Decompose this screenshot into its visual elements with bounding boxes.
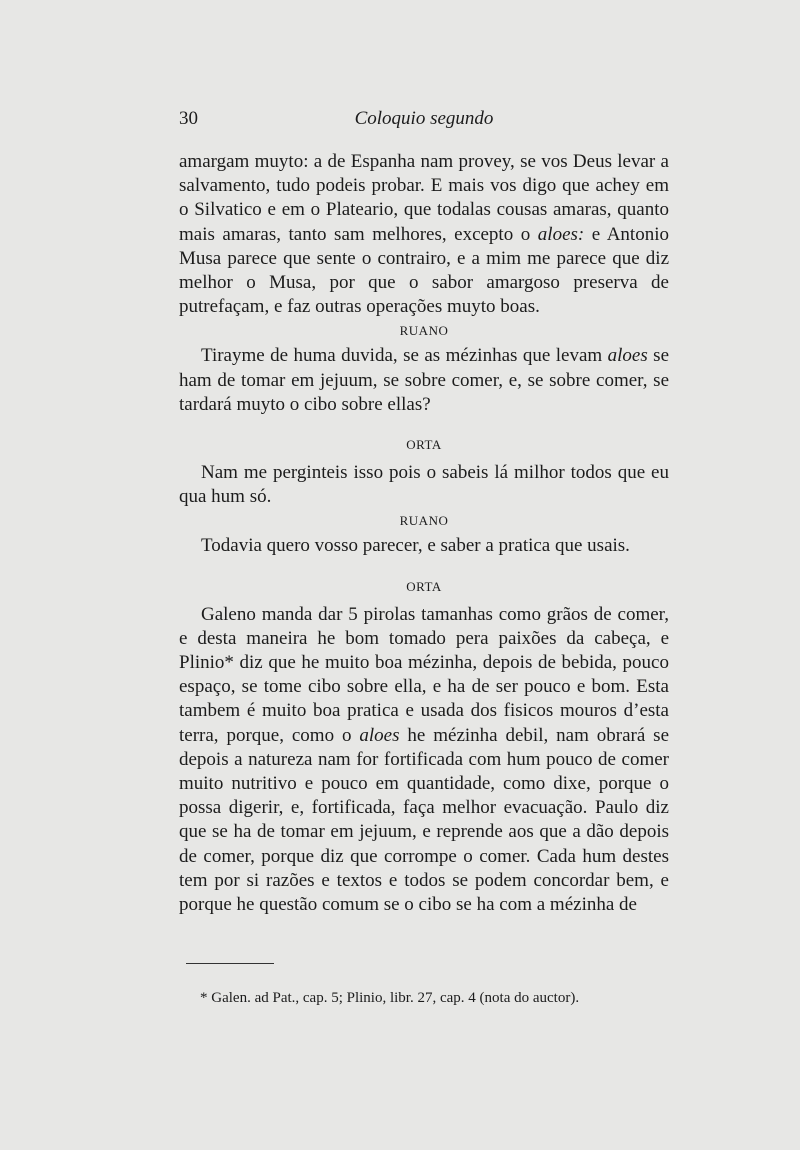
paragraph-text: amargam muyto: a de Espanha nam provey, se vos Deus levar a salvamento, tudo podeis probar. E mais vos digo que achey em o Silvatico e em o Plateario, que todalas cousas amaras, quanto mais amaras, tanto sam melhores, excepto o (179, 151, 669, 245)
speaker-label: ORTA (406, 437, 442, 453)
italic-term: aloes (359, 724, 400, 746)
running-title: Coloquio segundo (354, 108, 494, 129)
paragraph (179, 603, 669, 918)
paragraph-text: e Antonio Musa parece que sente o contrairo, e a mim me parece que diz melhor o Musa, por que o sabor amargoso preserva de putrefaçam, e faz outras operações muyto boas. (179, 223, 669, 318)
speaker-label: RUANO (399, 513, 449, 529)
paragraph-text: se ham de tomar em jejuum, se sobre comer, e, se sobre comer, se tardará muyto o cibo sobre ellas? (179, 345, 669, 415)
paragraph: Todavia quero vosso parecer, e saber a pratica que usais. (201, 535, 630, 557)
footnote: * Galen. ad Pat., cap. 5; Plinio, libr. 27, cap. 4 (nota do auctor). (200, 990, 580, 1006)
footnote-rule (186, 963, 274, 964)
speaker-label: ORTA (406, 578, 442, 594)
italic-term: aloes: (537, 223, 585, 245)
paragraph-text: he mézinha debil, nam obrará se depois a natureza nam for fortificada com hum pouco de comer muito nutritivo e pouco em quantidade, como dixe, porque o possa digerir, e, fortificada, faça melhor evacuação. Paulo diz que se ha de tomar em jejuum, e reprende aos que a dão depois de comer, porque diz que corrompe o comer. Cada hum destes tem por si razões e textos e todos se podem concordar bem, e porque he questão comum se o cibo se ha com a mézinha de (179, 724, 669, 916)
speaker-label: RUANO (399, 323, 449, 339)
paragraph-text: Galeno manda dar 5 pirolas tamanhas como grãos de comer, e desta maneira he bom tomado pera paixões da cabeça, e Plinio* diz que he muito boa mézinha, depois de bebida, pouco espaço, se tome cibo sobre ella, e ha de ser pouco e bom. Esta tambem é muito boa pratica e usada dos fisicos mouros d’esta terra, porque, como o (179, 603, 669, 746)
paragraph (179, 150, 669, 319)
italic-term: aloes (607, 345, 648, 367)
running-head (179, 108, 669, 138)
main-text (179, 150, 669, 917)
paragraph: Nam me perginteis isso pois o sabeis lá milhor todos que eu qua hum só. (179, 462, 669, 508)
paragraph-text: Tirayme de huma duvida, se as mézinhas que levam (201, 345, 608, 367)
page-number: 30 (179, 108, 198, 129)
paragraph (179, 344, 669, 417)
